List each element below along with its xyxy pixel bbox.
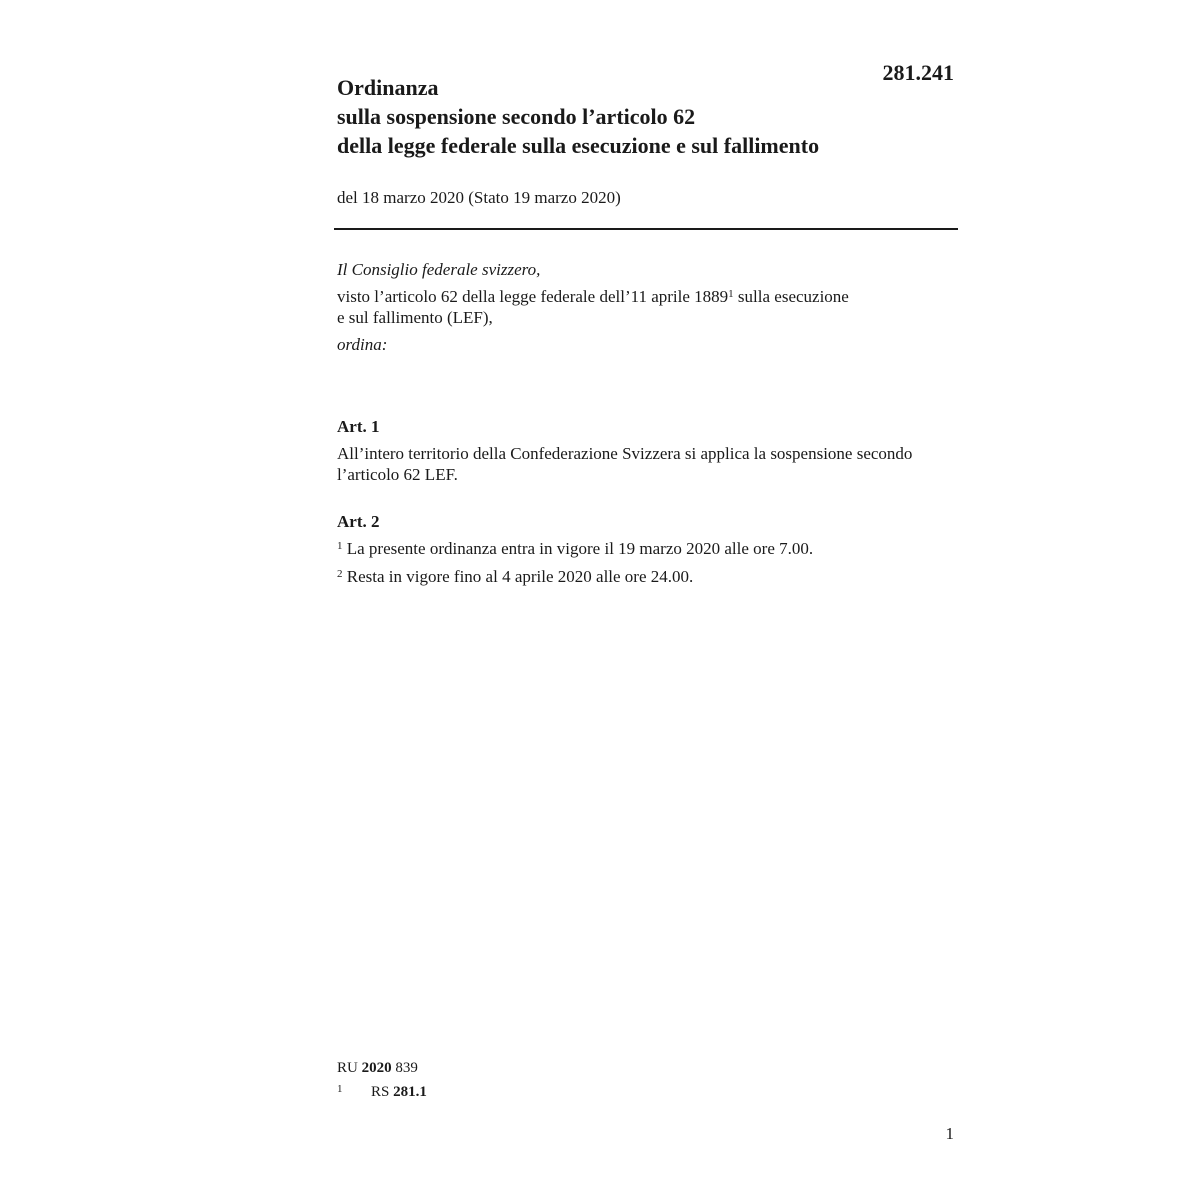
legal-basis-text: sulla esecuzione	[733, 287, 849, 306]
article-paragraph	[337, 538, 957, 559]
title-line: Ordinanza	[337, 75, 439, 100]
paragraph-number: 2	[337, 568, 343, 580]
footnotes	[337, 1058, 427, 1103]
publication-prefix: RU	[337, 1060, 362, 1076]
decree-word: ordina:	[337, 335, 388, 354]
article-paragraph	[337, 443, 957, 485]
article-heading: Art. 1	[337, 417, 380, 436]
publication-reference	[337, 1058, 427, 1079]
preamble	[337, 259, 957, 355]
page-number: 1	[945, 1124, 954, 1143]
paragraph-text: All’intero territorio della Confederazione Svizzera si applica la sospensione secondo	[337, 444, 913, 463]
article-2	[337, 511, 957, 594]
document-title	[337, 73, 819, 160]
article-paragraph	[337, 566, 957, 587]
legal-basis	[337, 286, 957, 328]
article-1	[337, 416, 957, 492]
article-heading: Art. 2	[337, 512, 380, 531]
header-divider	[334, 228, 958, 230]
date-status-line: del 18 marzo 2020 (Stato 19 marzo 2020)	[337, 188, 621, 207]
footnote-ref[interactable]: 1	[728, 288, 734, 300]
footnote-item	[337, 1079, 427, 1103]
issuer-line: Il Consiglio federale svizzero,	[337, 260, 541, 279]
paragraph-number: 1	[337, 540, 343, 552]
legal-basis-text: visto l’articolo 62 della legge federale dell’11 aprile 1889	[337, 287, 729, 306]
paragraph-text: La presente ordinanza entra in vigore il 19 marzo 2020 alle ore 7.00.	[342, 539, 814, 558]
publication-year: 2020	[361, 1060, 392, 1076]
legal-basis-text: e sul fallimento (LEF),	[337, 308, 493, 327]
footnote-prefix: RS	[371, 1084, 394, 1100]
title-line: della legge federale sulla esecuzione e sul fallimento	[337, 133, 820, 158]
publication-page: 839	[391, 1060, 418, 1076]
paragraph-text: l’articolo 62 LEF.	[337, 465, 458, 484]
title-line: sulla sospensione secondo l’articolo 62	[337, 104, 696, 129]
footnote-ref-code[interactable]: 281.1	[393, 1084, 427, 1100]
document-number: 281.241	[882, 60, 954, 85]
footnote-number: 1	[337, 1083, 343, 1095]
paragraph-text: Resta in vigore fino al 4 aprile 2020 alle ore 24.00.	[342, 567, 694, 586]
